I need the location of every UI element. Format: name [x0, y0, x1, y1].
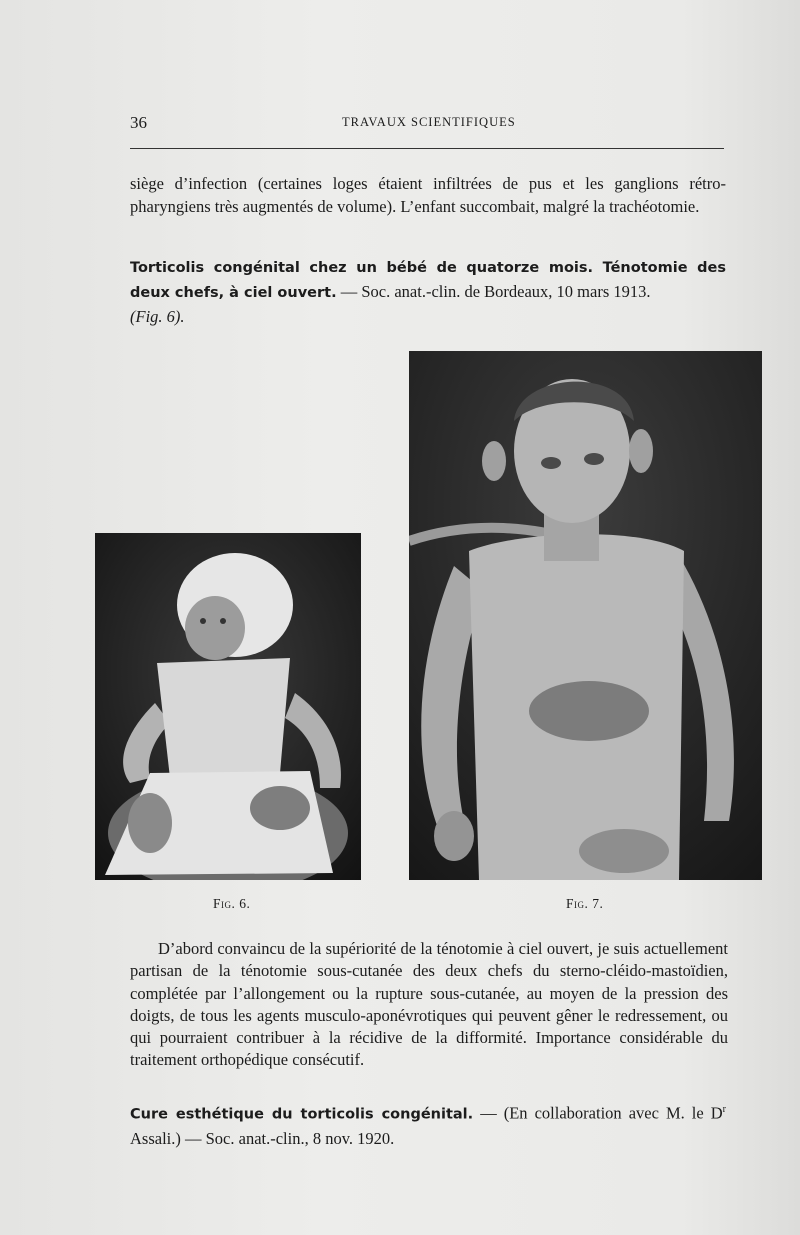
figure-6-number: 6.: [239, 896, 251, 911]
entry2-collab-sup: r: [722, 1104, 726, 1115]
paragraph-intro: siège d’infection (certaines loges étaient infiltrées de pus et les ganglions rétro-pharyngiens très augmentés de volume). L’enfant succombait, malgré la trachéotomie.: [130, 174, 726, 216]
figure-6-caption: [213, 896, 250, 912]
entry-cure-esthetique: [130, 1098, 726, 1150]
header-rule: [130, 148, 724, 149]
entry-torticolis-title: [130, 255, 726, 328]
figure-7-label: Fig.: [566, 896, 589, 911]
entry1-reference: — Soc. anat.-clin. de Bordeaux, 10 mars 1913.: [336, 282, 651, 301]
entry2-title: Cure esthétique du torticolis congénital.: [130, 1106, 474, 1123]
paragraph-tenotomy: D’abord convaincu de la supériorité de la ténotomie à ciel ouvert, je suis actuellement partisan de la ténotomie sous-cutanée des deux chefs du sterno-cléido-mastoïdien, complétée par l’allongement ou la rupture sous-cutanée, au moyen de la pression des doigts, de tous les agents musculo-aponévrotiques qui peuvent gêner le redressement, ou qui pourraient contribuer à la récidive de la difformité. Importance considérable du traitement orthopédique consécutif.: [130, 939, 728, 1070]
page-number: 36: [130, 113, 147, 132]
entry1-fig-ref: (Fig. 6).: [130, 307, 185, 326]
entry2-collab-after: Assali.) — Soc. anat.-clin., 8 nov. 1920.: [130, 1128, 395, 1148]
figure-7-number: 7.: [592, 896, 604, 911]
figure-6-photo: [95, 533, 361, 880]
figure-6-label: Fig.: [213, 896, 236, 911]
entry1-title: Torticolis congénital chez un bébé de quatorze mois. Ténotomie des deux chefs, à ciel ouvert.: [130, 260, 726, 301]
running-title: TRAVAUX SCIENTIFIQUES: [342, 115, 516, 129]
figure-7-caption: [566, 896, 603, 912]
entry2-collab-before: — (En collaboration avec M. le D: [473, 1103, 723, 1123]
figure-7-photo: [409, 351, 762, 880]
